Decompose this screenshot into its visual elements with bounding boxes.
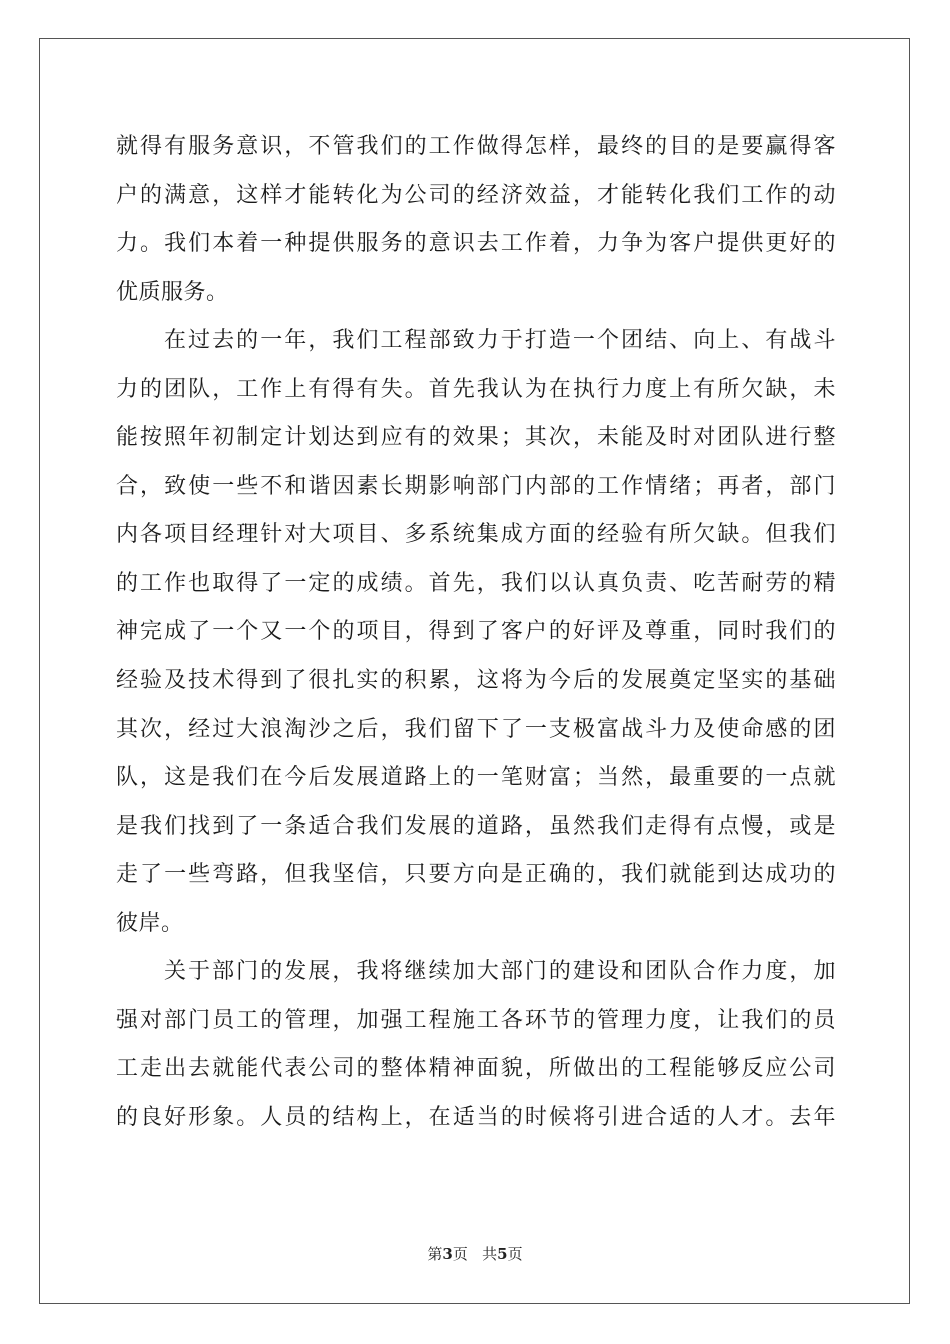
text-line: 户的满意，这样才能转化为公司的经济效益，才能转化我们工作的动 bbox=[116, 182, 836, 208]
text-line: 合，致使一些不和谐因素长期影响部门内部的工作情绪；再者，部门 bbox=[116, 473, 836, 499]
footer-prefix: 第 bbox=[427, 1245, 443, 1263]
footer-page-number: 3 bbox=[442, 1245, 453, 1263]
text-line: 强对部门员工的管理，加强工程施工各环节的管理力度，让我们的员 bbox=[116, 1007, 836, 1033]
text-line: 力的团队，工作上有得有失。首先我认为在执行力度上有所欠缺，未 bbox=[116, 376, 836, 402]
page-footer bbox=[0, 1243, 950, 1264]
text-line: 其次，经过大浪淘沙之后，我们留下了一支极富战斗力及使命感的团 bbox=[116, 716, 836, 742]
footer-total-prefix: 共 bbox=[482, 1245, 498, 1263]
text-line: 的工作也取得了一定的成绩。首先，我们以认真负责、吃苦耐劳的精 bbox=[116, 570, 836, 596]
footer-total-pages: 5 bbox=[497, 1245, 508, 1263]
text-line: 神完成了一个又一个的项目，得到了客户的好评及尊重，同时我们的 bbox=[116, 619, 836, 645]
text-line: 在过去的一年，我们工程部致力于打造一个团结、向上、有战斗 bbox=[164, 328, 836, 354]
text-line: 队，这是我们在今后发展道路上的一笔财富；当然，最重要的一点就 bbox=[116, 765, 836, 791]
footer-total-suffix: 页 bbox=[507, 1245, 523, 1263]
text-line: 是我们找到了一条适合我们发展的道路，虽然我们走得有点慢，或是 bbox=[116, 813, 836, 839]
text-line: 优质服务。 bbox=[116, 279, 229, 305]
document-body bbox=[116, 123, 836, 1142]
text-line: 内各项目经理针对大项目、多系统集成方面的经验有所欠缺。但我们 bbox=[116, 522, 836, 548]
text-line: 走了一些弯路，但我坚信，只要方向是正确的，我们就能到达成功的 bbox=[116, 862, 836, 888]
text-line: 力。我们本着一种提供服务的意识去工作着，力争为客户提供更好的 bbox=[116, 231, 836, 257]
text-line: 的良好形象。人员的结构上，在适当的时候将引进合适的人才。去年 bbox=[116, 1104, 836, 1130]
text-line: 关于部门的发展，我将继续加大部门的建设和团队合作力度，加 bbox=[164, 959, 836, 985]
footer-page-suffix: 页 bbox=[452, 1245, 468, 1263]
text-line: 经验及技术得到了很扎实的积累，这将为今后的发展奠定坚实的基础 bbox=[116, 668, 836, 694]
text-line: 就得有服务意识，不管我们的工作做得怎样，最终的目的是要赢得客 bbox=[116, 134, 836, 159]
text-line: 能按照年初制定计划达到应有的效果；其次，未能及时对团队进行整 bbox=[116, 425, 836, 451]
text-line: 彼岸。 bbox=[116, 910, 184, 936]
text-line: 工走出去就能代表公司的整体精神面貌，所做出的工程能够反应公司 bbox=[116, 1056, 836, 1082]
